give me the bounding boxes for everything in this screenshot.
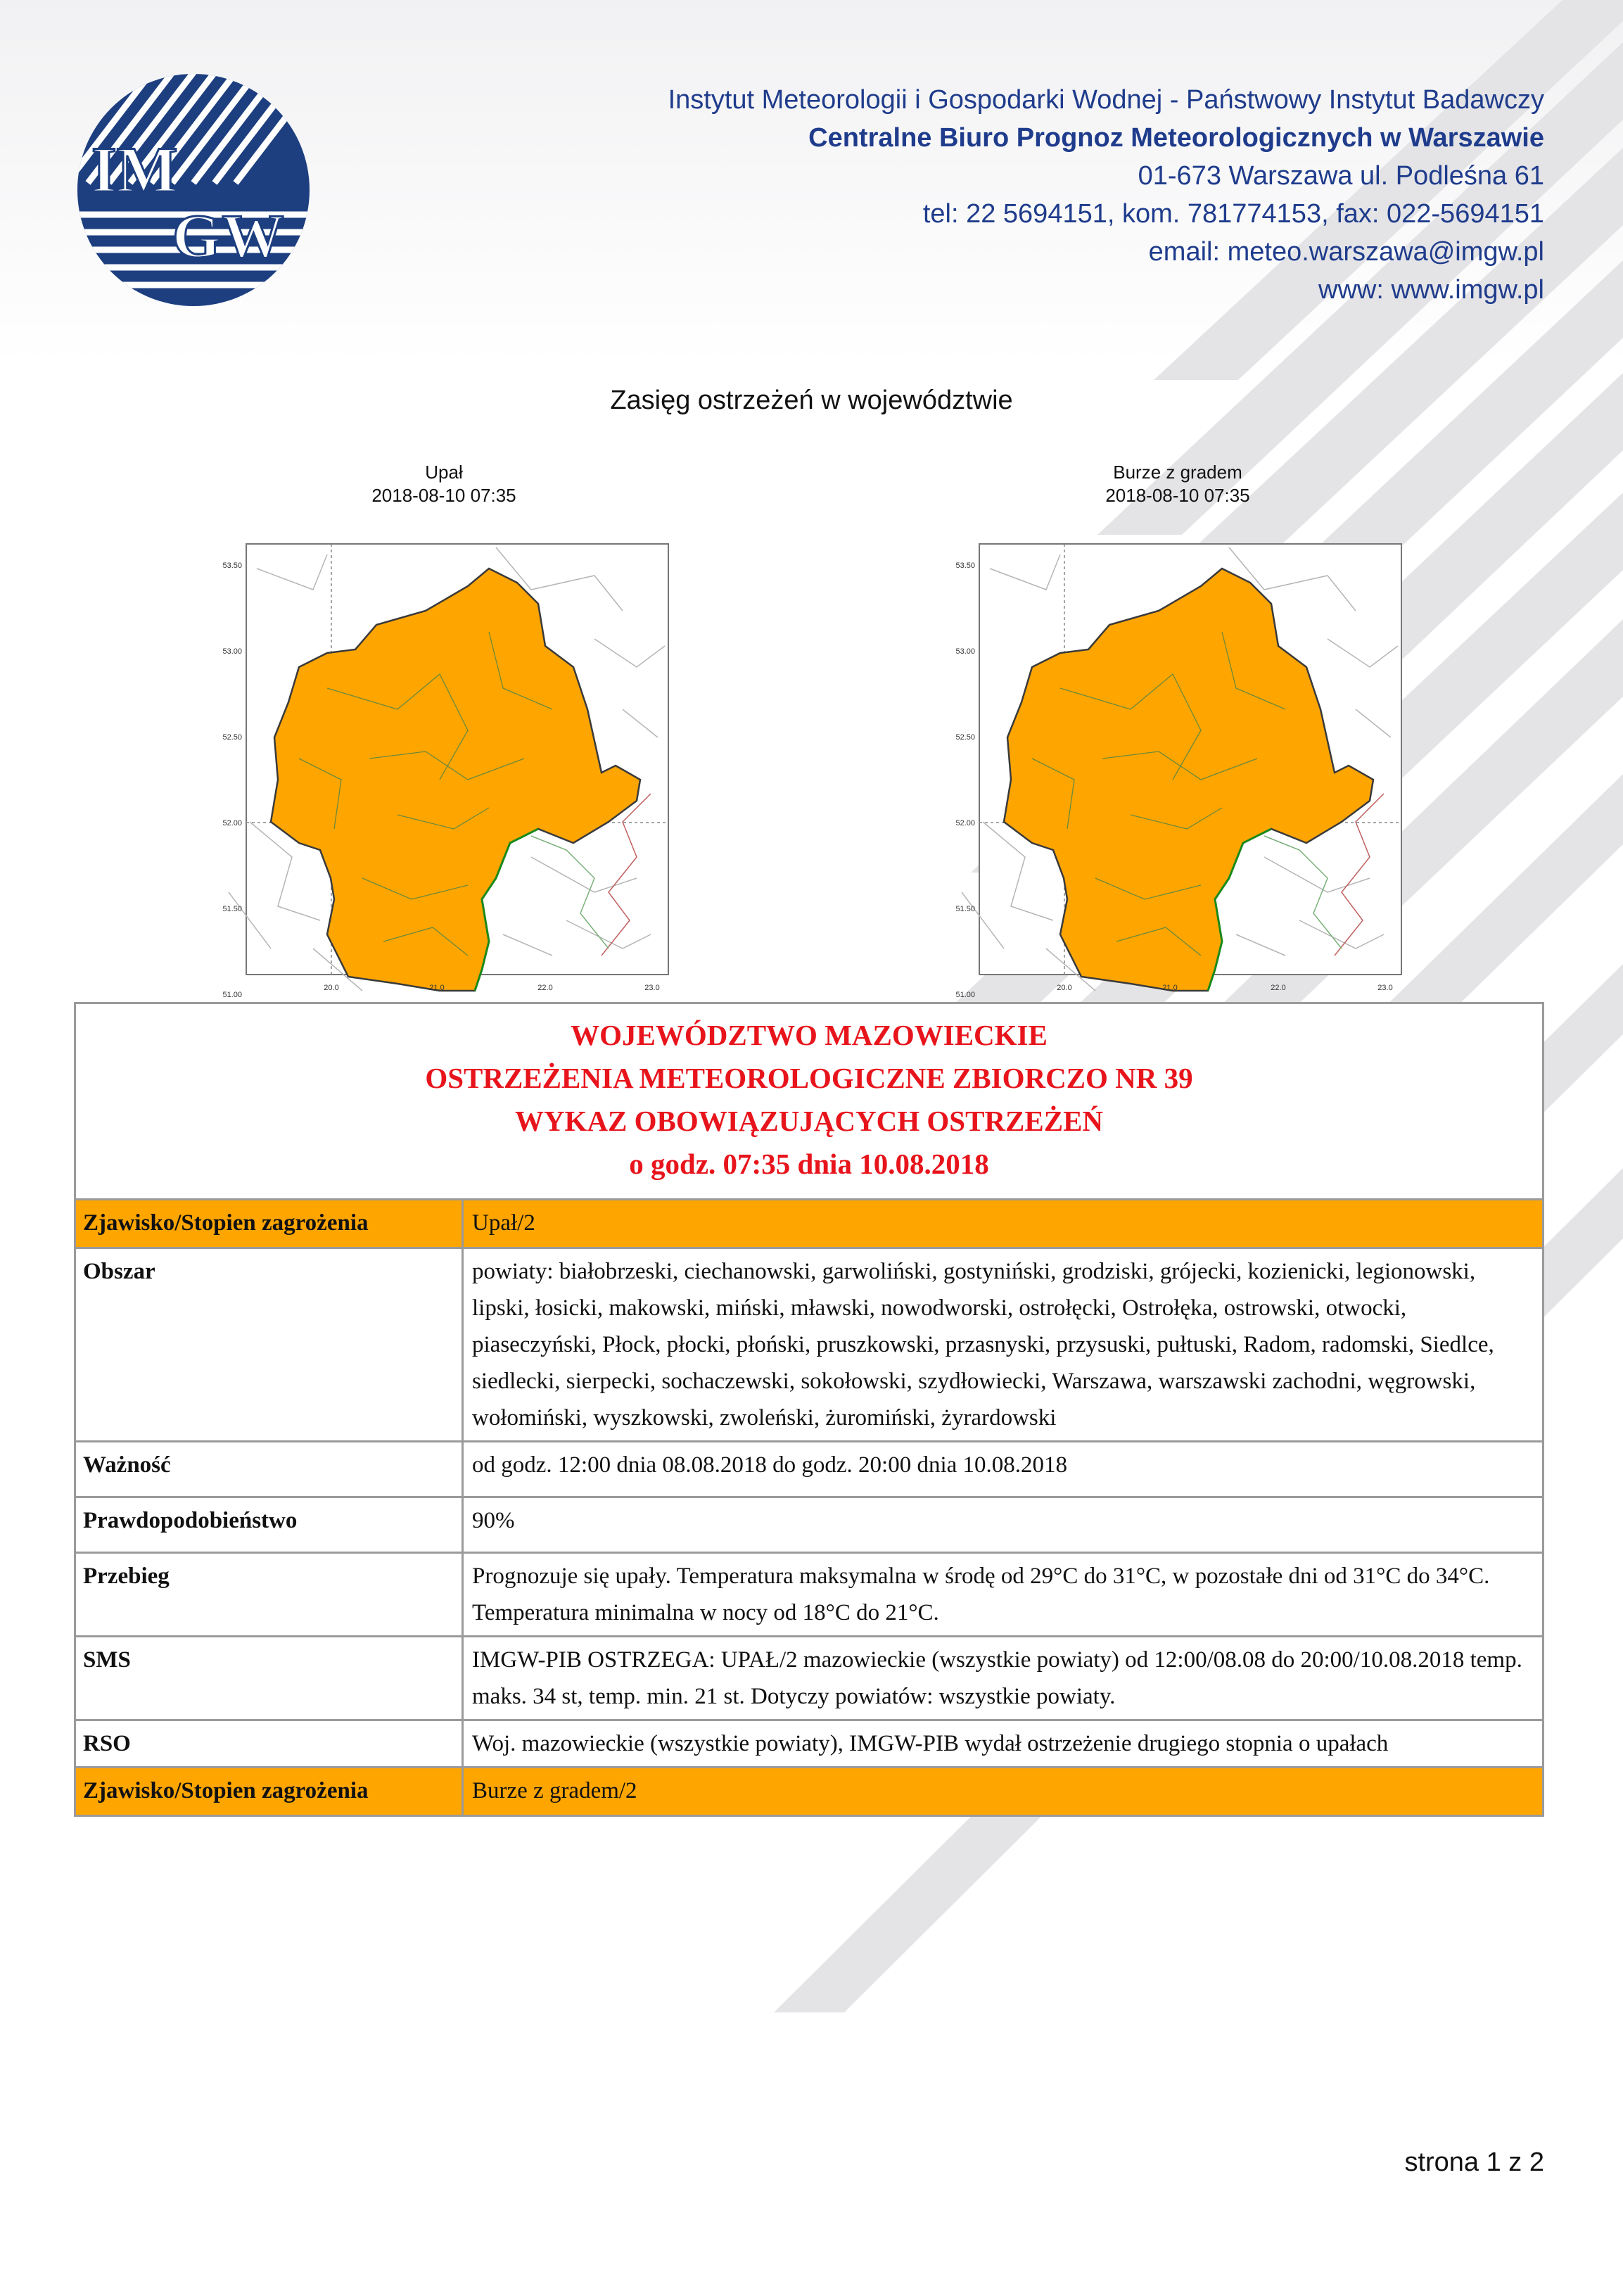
lat-label: 52.50 — [955, 733, 975, 742]
map-datetime: 2018-08-10 07:35 — [1105, 485, 1250, 506]
row-value: Woj. mazowieckie (wszystkie powiaty), IMGW-PIB wydał ostrzeżenie drugiego stopnia o upałach — [472, 1731, 1389, 1756]
row-label: Obszar — [76, 1249, 464, 1440]
map-title: Upał — [425, 462, 463, 483]
warning-map-storm — [934, 526, 1440, 999]
row-value: od godz. 12:00 dnia 08.08.2018 do godz. 20:00 dnia 10.08.2018 — [472, 1452, 1068, 1478]
row-label: Przebieg — [76, 1554, 464, 1635]
row-value: Burze z gradem/2 — [472, 1778, 637, 1803]
lon-label: 22.0 — [537, 984, 553, 992]
row-value: IMGW-PIB OSTRZEGA: UPAŁ/2 mazowieckie (wszystkie powiaty) od 12:00/08.08 do 20:00/10.08.2018 temp. maks. 34 st, temp. min. 21 st. Dotyczy powiatów: wszystkie powiaty. — [472, 1647, 1522, 1709]
warning-map-heat — [201, 526, 707, 999]
row-label: RSO — [76, 1721, 464, 1766]
lat-label: 51.50 — [222, 905, 242, 913]
row-label: Prawdopodobieństwo — [76, 1498, 464, 1552]
svg-text:IM: IM — [91, 134, 178, 205]
imgw-logo — [74, 70, 313, 310]
page-number: strona 1 z 2 — [1404, 2148, 1544, 2177]
table-row-validity — [76, 1442, 1542, 1498]
row-value: 90% — [472, 1508, 515, 1533]
office-name: Centralne Biuro Prognoz Meteorologicznych w Warszawie — [808, 123, 1544, 153]
table-row-rso — [76, 1721, 1542, 1768]
table-row-area — [76, 1249, 1542, 1442]
institute-name: Instytut Meteorologii i Gospodarki Wodnej - Państwowy Instytut Badawczy — [668, 85, 1544, 115]
lon-label: 21.0 — [1162, 984, 1178, 992]
map-caption-heat — [233, 461, 655, 507]
lon-label: 23.0 — [644, 984, 660, 992]
row-value: powiaty: białobrzeski, ciechanowski, garwoliński, gostyniński, grodziski, grójecki, kozienicki, legionowski, lipski, łosicki, makowski, miński, mławski, nowodworski, ostrołęcki, Ostrołęka, ostrowski, otwocki, piaseczyński, Płock, płocki, płoński, pruszkowski, przasnyski, przysuski, pułtuski, Radom, radomski, Siedlce, siedlecki, sierpecki, sochaczewski, sokołowski, szydłowiecki, Warszawa, warszawski zachodni, węgrowski, wołomiński, wyszkowski, zwoleński, żuromiński, żyrardowski — [472, 1259, 1494, 1431]
lat-label: 52.00 — [222, 819, 242, 827]
lon-label: 23.0 — [1377, 984, 1393, 992]
table-row-phenomenon — [76, 1200, 1542, 1249]
lat-label: 53.00 — [955, 647, 975, 656]
lon-label: 22.0 — [1271, 984, 1286, 992]
lat-label: 51.00 — [955, 991, 975, 999]
phone: tel: 22 5694151, kom. 781774153, fax: 022-5694151 — [922, 199, 1544, 229]
title-line: WYKAZ OBOWIĄZUJĄCYCH OSTRZEŻEŃ — [514, 1105, 1104, 1137]
svg-text:GW: GW — [172, 203, 286, 271]
lat-label: 52.50 — [222, 733, 242, 742]
address: 01-673 Warszawa ul. Podleśna 61 — [1138, 161, 1544, 191]
table-row-course — [76, 1554, 1542, 1637]
lat-label: 52.00 — [955, 819, 975, 827]
row-value: Upał/2 — [472, 1210, 535, 1236]
map-title: Burze z gradem — [1113, 462, 1242, 483]
website[interactable]: www: www.imgw.pl — [1318, 275, 1544, 305]
row-value: Prognozuje się upały. Temperatura maksymalna w środę od 29°C do 31°C, w pozostałe dni od 31°C do 34°C. Temperatura minimalna w nocy od 18°C do 21°C. — [472, 1564, 1490, 1625]
row-label: Zjawisko/Stopien zagrożenia — [76, 1200, 464, 1247]
table-row-sms — [76, 1637, 1542, 1721]
title-line: o godz. 07:35 dnia 10.08.2018 — [629, 1148, 989, 1180]
lat-label: 53.50 — [955, 562, 975, 570]
lon-label: 20.0 — [324, 984, 339, 992]
section-title: Zasięg ostrzeżeń w województwie — [610, 386, 1013, 415]
institute-header — [668, 81, 1544, 309]
lat-label: 51.00 — [222, 991, 242, 999]
warnings-table — [74, 1002, 1544, 1817]
table-title — [76, 1004, 1542, 1200]
title-line: OSTRZEŻENIA METEOROLOGICZNE ZBIORCZO NR 39 — [425, 1062, 1193, 1094]
map-datetime: 2018-08-10 07:35 — [371, 485, 516, 506]
table-row-probability — [76, 1498, 1542, 1554]
title-line: WOJEWÓDZTWO MAZOWIECKIE — [571, 1019, 1048, 1051]
row-label: Ważność — [76, 1442, 464, 1496]
lat-label: 51.50 — [955, 905, 975, 913]
email[interactable]: email: meteo.warszawa@imgw.pl — [1148, 237, 1544, 267]
map-caption-storm — [967, 461, 1389, 507]
table-row-phenomenon-2 — [76, 1768, 1542, 1815]
lon-label: 21.0 — [429, 984, 445, 992]
lat-label: 53.50 — [222, 562, 242, 570]
row-label: Zjawisko/Stopien zagrożenia — [76, 1768, 464, 1815]
lat-label: 53.00 — [222, 647, 242, 656]
row-label: SMS — [76, 1637, 464, 1719]
lon-label: 20.0 — [1057, 984, 1072, 992]
